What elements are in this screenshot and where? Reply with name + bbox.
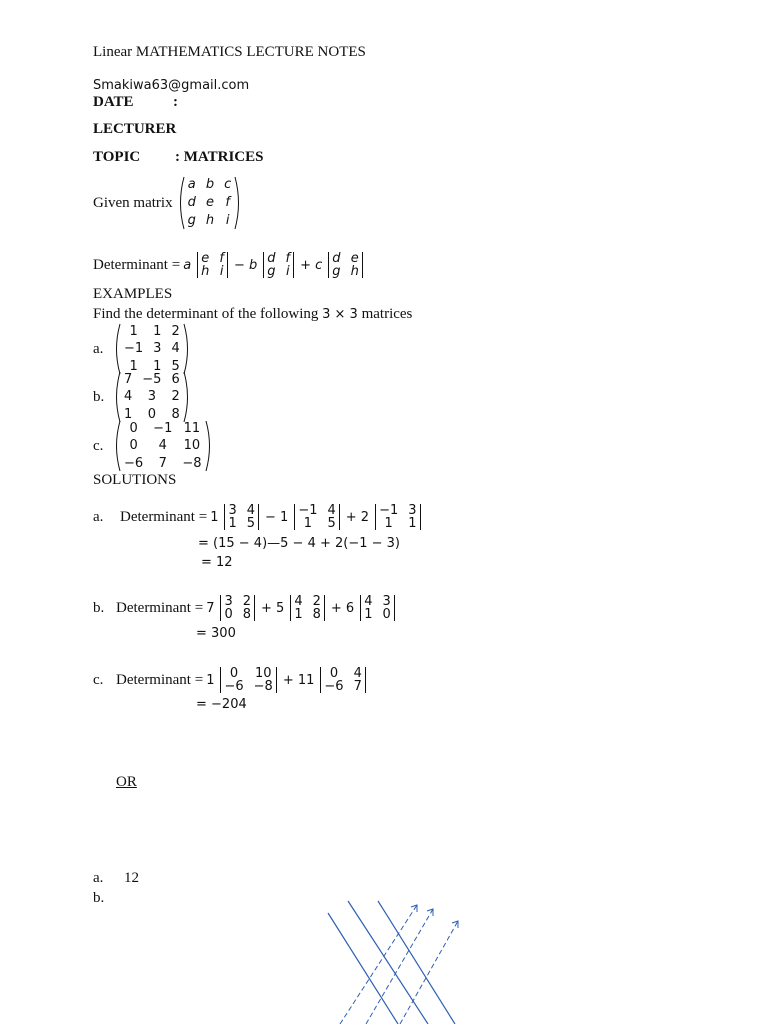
or-heading: OR (116, 774, 137, 790)
minor-cell: d (332, 251, 341, 266)
example-matrix-cell: 1 (153, 324, 162, 339)
example-matrix-cell: −5 (142, 372, 162, 387)
example-a-grid (121, 323, 183, 375)
minor-cell: d (267, 251, 276, 266)
solution-a-coef: 1 (210, 509, 219, 525)
example-matrix-cell: −8 (182, 455, 202, 471)
example-matrix-cell: 6 (171, 372, 180, 387)
minor-cell: 0 (224, 607, 233, 622)
instruction-text: Find the determinant of the following (93, 306, 319, 322)
minor-cell: 2 (242, 594, 252, 609)
given-matrix-line (93, 176, 242, 230)
solution-c-minor-2 (320, 667, 365, 693)
minor-cell: 10 (254, 666, 272, 681)
example-b-grid (121, 371, 183, 423)
solution-a-label: a. (93, 508, 104, 525)
topic-value: : MATRICES (175, 149, 264, 165)
minor-cell: −8 (253, 679, 273, 694)
solution-b-line2: = 300 (196, 626, 236, 641)
example-a (93, 323, 191, 375)
minor-cell: g (332, 264, 341, 279)
solution-c-text: Determinant = (116, 671, 204, 688)
minor-cell: 4 (327, 503, 336, 518)
minor-cell: 0 (382, 607, 391, 622)
example-c-matrix (113, 420, 213, 472)
solution-a-minor-1 (224, 504, 259, 530)
example-matrix-cell: −1 (153, 421, 173, 436)
right-paren (183, 371, 191, 423)
instruction-text-end: matrices (361, 306, 413, 322)
minor-cell: f (219, 251, 224, 266)
minor-cell: 0 (229, 666, 239, 681)
example-matrix-cell: 2 (171, 389, 180, 405)
minor-cell: 4 (364, 594, 373, 609)
dashed-arrow-line-1 (340, 905, 417, 1024)
minor-cell: i (219, 264, 224, 279)
solution-b-minor-3 (360, 595, 395, 621)
example-matrix-cell: −6 (124, 455, 144, 471)
example-b (93, 371, 191, 423)
minor-cell: 8 (242, 607, 252, 622)
minor-cell: 7 (353, 679, 362, 694)
minor-cell: 1 (384, 516, 393, 531)
left-paren (177, 176, 185, 230)
determinant-label: Determinant = (93, 256, 181, 273)
example-matrix-cell: 4 (158, 438, 167, 454)
given-matrix-cell: f (225, 195, 230, 210)
minor-cell: 1 (228, 516, 237, 531)
op-plus-c: + c (300, 257, 323, 273)
example-matrix-cell: 2 (171, 324, 180, 339)
author-email[interactable]: Smakiwa63@gmail.com (93, 78, 250, 93)
example-matrix-cell: 1 (129, 358, 138, 374)
solution-c-coef: 1 (206, 672, 215, 688)
left-paren (113, 371, 121, 423)
example-a-matrix (113, 323, 191, 375)
solution-b-label: b. (93, 599, 105, 616)
document-title: Linear MATHEMATICS LECTURE NOTES (93, 44, 366, 60)
minor-cell: 4 (294, 594, 303, 609)
minor-cell: 8 (312, 607, 321, 622)
example-matrix-cell: 1 (153, 358, 162, 374)
given-matrix-cell: b (205, 177, 215, 192)
example-label: b. (93, 388, 105, 405)
coef-a: a (183, 257, 192, 273)
example-matrix-cell: 4 (171, 341, 180, 357)
minor-cell: −1 (298, 503, 318, 518)
diagonal-lines-diagram (320, 895, 480, 1024)
example-matrix-cell: 10 (183, 438, 201, 454)
minor-cell: 3 (224, 594, 233, 609)
minor-cell: −6 (324, 679, 344, 694)
solution-a-text: Determinant = (120, 508, 208, 525)
solution-c-label: c. (93, 671, 104, 688)
minor-cell: 0 (329, 666, 339, 681)
minor-cell: −6 (224, 679, 244, 694)
solution-c-minor-1 (220, 667, 276, 693)
example-matrix-cell: 3 (153, 341, 162, 357)
left-paren (113, 420, 121, 472)
minor-cell: e (350, 251, 359, 266)
given-matrix-cell: h (205, 213, 215, 228)
given-matrix-cell: g (187, 213, 196, 228)
minor-cell: 3 (228, 503, 237, 518)
solution-b-text: Determinant = (116, 599, 204, 616)
minor-cell: i (286, 264, 290, 279)
or-b-label: b. (93, 890, 105, 906)
examples-instruction (93, 305, 412, 324)
example-matrix-cell: 4 (124, 389, 133, 405)
example-matrix-cell: 3 (147, 389, 156, 405)
minor-cell: e (201, 251, 210, 266)
minor-cell: 1 (294, 607, 303, 622)
or-a-value: 12 (124, 870, 139, 886)
minor-cell: h (350, 264, 359, 279)
instruction-math: 3 × 3 (322, 307, 358, 322)
minor-cell: 5 (327, 516, 336, 531)
minor-cell: −1 (379, 503, 399, 518)
minor-2 (263, 252, 294, 278)
minor-cell: 4 (246, 503, 256, 518)
example-label: c. (93, 437, 104, 454)
solution-b-coef: 7 (206, 600, 215, 616)
minor-1 (197, 252, 228, 278)
op-minus-b: − b (233, 257, 258, 273)
example-matrix-cell: 7 (124, 372, 133, 387)
solution-c-line1 (93, 663, 369, 697)
lecturer-label: LECTURER (93, 121, 177, 137)
solution-a-minor-2 (294, 504, 339, 530)
dashed-arrow-line-2 (366, 909, 433, 1024)
left-paren (113, 323, 121, 375)
solution-a-op1: − 1 (265, 509, 289, 525)
minor-cell: 3 (382, 594, 391, 609)
given-matrix-cell: i (225, 213, 230, 228)
given-matrix-label: Given matrix (93, 194, 173, 211)
solution-a-line1 (93, 500, 424, 534)
examples-heading: EXAMPLES (93, 286, 173, 302)
solution-c-line2: = −204 (196, 697, 247, 712)
right-paren (234, 176, 242, 230)
example-matrix-cell: 8 (171, 406, 180, 422)
example-c-grid (121, 420, 205, 472)
solution-a-op2: + 2 (345, 509, 370, 525)
given-matrix-grid (185, 176, 235, 230)
solution-a-line2: = (15 − 4)—5 − 4 + 2(−1 − 3) (198, 536, 401, 551)
example-matrix-cell: 0 (129, 421, 138, 436)
minor-cell: 3 (408, 503, 417, 518)
date-colon: : (173, 94, 178, 110)
minor-cell: 1 (408, 516, 417, 531)
minor-cell: g (267, 264, 276, 279)
example-c (93, 420, 213, 472)
solution-b-op2: + 6 (330, 600, 355, 616)
given-matrix-cell: c (224, 177, 232, 192)
example-matrix-cell: 5 (171, 358, 180, 374)
minor-cell: 5 (246, 516, 256, 531)
example-matrix-cell: −1 (124, 341, 144, 357)
solution-b-line1 (93, 591, 398, 625)
example-matrix-cell: 11 (183, 421, 201, 436)
solution-a-minor-3 (375, 504, 420, 530)
right-paren (183, 323, 191, 375)
example-matrix-cell: 1 (124, 406, 133, 422)
date-label: DATE (93, 94, 134, 110)
minor-cell: 4 (353, 666, 362, 681)
given-matrix (177, 176, 243, 230)
minor-cell: f (285, 251, 291, 266)
example-label: a. (93, 340, 104, 357)
example-b-matrix (113, 371, 191, 423)
solution-a-line3: = 12 (201, 555, 233, 570)
dashed-arrow-line-3 (400, 921, 458, 1024)
example-matrix-cell: 1 (129, 324, 138, 339)
solution-b-op1: + 5 (261, 600, 285, 616)
right-paren (205, 420, 213, 472)
given-matrix-cell: a (187, 177, 196, 192)
given-matrix-cell: e (205, 195, 214, 210)
example-matrix-cell: 7 (158, 455, 167, 471)
solution-b-minor-2 (290, 595, 325, 621)
or-a-label: a. (93, 870, 104, 886)
minor-cell: 1 (303, 516, 313, 531)
solution-b-minor-1 (220, 595, 255, 621)
solution-c-op1: + 11 (282, 672, 315, 688)
example-matrix-cell: 0 (129, 438, 138, 454)
minor-cell: 1 (364, 607, 373, 622)
minor-cell: 2 (312, 594, 321, 609)
minor-cell: h (201, 264, 210, 279)
determinant-formula (93, 248, 366, 282)
topic-label: TOPIC (93, 149, 141, 165)
solutions-heading: SOLUTIONS (93, 472, 177, 488)
minor-3 (328, 252, 363, 278)
given-matrix-cell: d (187, 195, 196, 210)
solid-line-1 (328, 913, 398, 1024)
example-matrix-cell: 0 (147, 406, 156, 422)
